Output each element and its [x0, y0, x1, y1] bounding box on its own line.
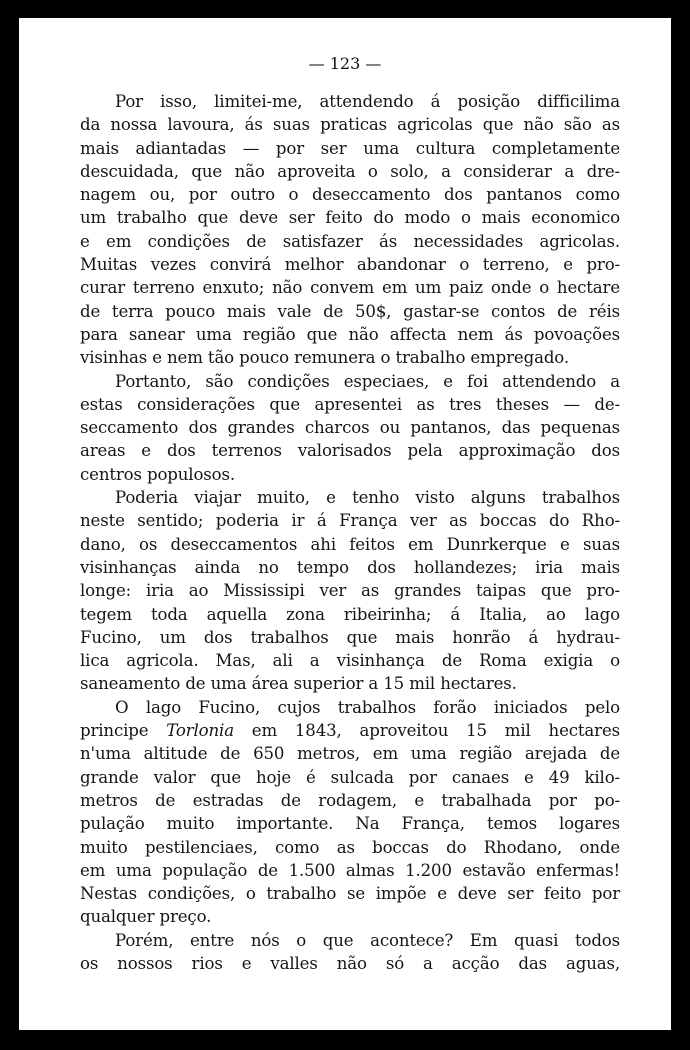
- text-line: tegem toda aquella zona ribeirinha; á Italia, ao lago: [80, 604, 620, 624]
- text-line: visinhas e nem tão pouco remunera o trabalho empregado.: [80, 348, 569, 368]
- text-line: n'uma altitude de 650 metros, em uma região arejada de: [80, 744, 620, 764]
- text-line: pulação muito importante. Na França, temos logares: [80, 814, 620, 834]
- text-line: Nestas condições, o trabalho se impõe e deve ser feito por: [80, 884, 620, 904]
- text-line: de terra pouco mais vale de 50$, gastar-se contos de réis: [80, 301, 620, 321]
- text-line: da nossa lavoura, ás suas praticas agricolas que não são as: [80, 115, 620, 135]
- text-line: curar terreno enxuto; não convem em um paiz onde o hectare: [80, 278, 620, 298]
- text-line: principe Torlonia em 1843, aproveitou 15 mil hectares: [80, 721, 620, 741]
- body-text: [80, 90, 620, 975]
- text-line: Poderia viajar muito, e tenho visto alguns trabalhos: [115, 488, 620, 508]
- text-line: Por isso, limitei-me, attendendo á posição difficilima: [115, 92, 620, 111]
- text-line: estas considerações que apresentei as tres theses — de-: [80, 394, 620, 414]
- text-line: descuidada, que não aproveita o solo, a considerar a dre-: [80, 161, 620, 181]
- text-line: visinhanças ainda no tempo dos hollandezes; iria mais: [80, 557, 620, 577]
- text-line: centros populosos.: [80, 464, 235, 484]
- text-line: grande valor que hoje é sulcada por canaes e 49 kilo-: [80, 767, 620, 787]
- text-line: muito pestilenciaes, como as boccas do Rhodano, onde: [80, 837, 620, 857]
- text-line: os nossos rios e valles não só a acção das aguas,: [80, 953, 620, 973]
- text-line: neste sentido; poderia ir á França ver as boccas do Rho-: [80, 511, 620, 531]
- text-line: Portanto, são condições especiaes, e foi attendendo a: [115, 371, 620, 391]
- text-line: mais adiantadas — por ser uma cultura completamente: [80, 138, 620, 158]
- text-line: lica agricola. Mas, ali a visinhança de Roma exigia o: [80, 651, 620, 671]
- text-line: em uma população de 1.500 almas 1.200 estavão enfermas!: [80, 860, 620, 880]
- text-line: nagem ou, por outro o deseccamento dos pantanos como: [80, 185, 620, 205]
- text-line: dano, os deseccamentos ahi feitos em Dunrkerque e suas: [80, 534, 620, 554]
- text-line: e em condições de satisfazer ás necessidades agricolas.: [80, 231, 620, 251]
- page-number: — 123 —: [308, 54, 382, 73]
- text-line: areas e dos terrenos valorisados pela approximação dos: [80, 441, 620, 461]
- text-line: um trabalho que deve ser feito do modo o mais economico: [80, 208, 620, 228]
- text-line: Fucino, um dos trabalhos que mais honrão á hydrau-: [80, 627, 620, 647]
- text-line: Muitas vezes convirá melhor abandonar o terreno, e pro-: [80, 255, 620, 275]
- text-line: Porém, entre nós o que acontece? Em quasi todos: [115, 930, 620, 950]
- text-line: longe: iria ao Mississipi ver as grandes taipas que pro-: [80, 581, 620, 601]
- text-line: seccamento dos grandes charcos ou pantanos, das pequenas: [80, 418, 620, 438]
- text-line: O lago Fucino, cujos trabalhos forão iniciados pelo: [115, 697, 620, 717]
- text-line: saneamento de uma área superior a 15 mil hectares.: [80, 674, 517, 694]
- text-line: qualquer preço.: [80, 907, 212, 927]
- text-line: para sanear uma região que não affecta nem ás povoações: [80, 324, 620, 344]
- text-line: metros de estradas de rodagem, e trabalhada por po-: [80, 790, 620, 810]
- book-page: [19, 18, 671, 1030]
